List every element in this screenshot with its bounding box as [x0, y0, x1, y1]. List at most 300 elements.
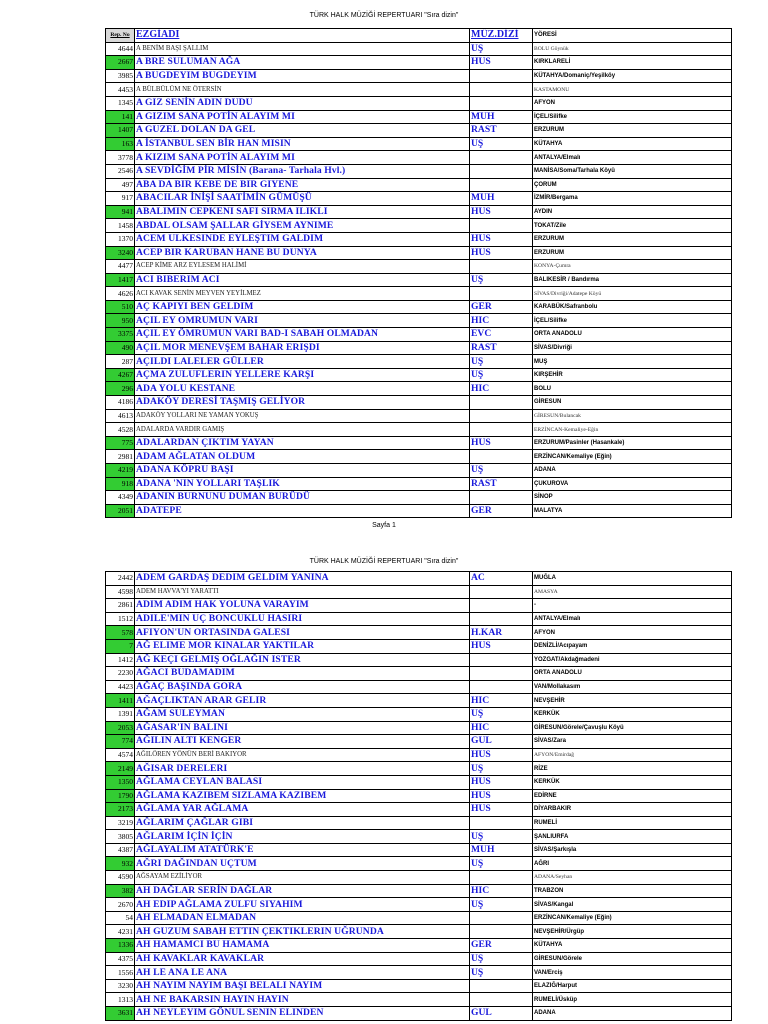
table-row [106, 721, 732, 735]
table-row [106, 205, 732, 219]
table-row [106, 694, 732, 708]
yoresi-cell: KONYA-Çumra [533, 260, 732, 274]
ezgi-name-cell: AĞILÖREN YÖNÜN BERİ BAKIYOR [135, 748, 470, 762]
ezgi-name-cell: AĞ KEÇI GELMIŞ OĞLAĞIN ISTER [135, 653, 470, 667]
muz-dizi-cell [470, 653, 533, 667]
yoresi-cell: İÇEL/Silifke [533, 314, 732, 328]
yoresi-cell: RUMELİ/Üsküp [533, 993, 732, 1007]
rep-no-cell: 950 [106, 314, 135, 328]
muz-dizi-cell: UŞ [470, 273, 533, 287]
rep-no-cell: 4219 [106, 464, 135, 478]
muz-dizi-cell: HUS [470, 205, 533, 219]
ezgi-name-cell: AĞ ELIME MOR KINALAR YAKTILAR [135, 639, 470, 653]
ezgi-name-cell: A GIZ SENİN ADIN DUDU [135, 96, 470, 110]
repertoire-table-2 [105, 571, 732, 1021]
ezgi-name-cell: A GIZIM SANA POTİN ALAYIM MI [135, 110, 470, 124]
muz-dizi-cell: RAST [470, 124, 533, 138]
page-2 [0, 556, 768, 568]
ezgi-name-cell: ADEM HAVVA'YI YARATTI [135, 585, 470, 599]
rep-no-cell: 3230 [106, 979, 135, 993]
rep-no-cell: 4453 [106, 83, 135, 97]
yoresi-cell: ÇUKUROVA [533, 477, 732, 491]
yoresi-cell: AFYON [533, 96, 732, 110]
muz-dizi-cell: GER [470, 939, 533, 953]
yoresi-cell: SİVAS/Zara [533, 735, 732, 749]
table-row [106, 599, 732, 613]
yoresi-cell: YOZGAT/Akdağmadeni [533, 653, 732, 667]
yoresi-cell: TOKAT/Zile [533, 219, 732, 233]
yoresi-cell: GİRESUN [533, 396, 732, 410]
muz-dizi-cell: GER [470, 504, 533, 518]
rep-no-cell: 4626 [106, 287, 135, 301]
table-row [106, 680, 732, 694]
ezgi-name-cell: AÇILDI LALELER GÜLLER [135, 355, 470, 369]
ezgi-name-cell: AĞILIN ALTI KENGER [135, 735, 470, 749]
ezgi-name-cell: A GUZEL DOLAN DA GEL [135, 124, 470, 138]
muz-dizi-cell: HIC [470, 382, 533, 396]
yoresi-cell: DENİZLİ/Acıpayam [533, 639, 732, 653]
muz-dizi-cell [470, 816, 533, 830]
ezgi-name-cell: ADILE'MIN UÇ BONCUKLU HASIRI [135, 612, 470, 626]
table-row [106, 287, 732, 301]
yoresi-cell: SİVAS/Şarkışla [533, 843, 732, 857]
muz-dizi-cell [470, 69, 533, 83]
ezgi-name-cell: AH KAVAKLAR KAVAKLAR [135, 952, 470, 966]
yoresi-cell: ADANA [533, 464, 732, 478]
table-row [106, 491, 732, 505]
yoresi-cell: KIRŞEHİR [533, 368, 732, 382]
muz-dizi-cell: HUS [470, 803, 533, 817]
table-row [106, 178, 732, 192]
yoresi-cell: AFYON [533, 626, 732, 640]
muz-dizi-cell: EVC [470, 328, 533, 342]
ezgi-name-cell: AĞLARIM İÇİN İÇİN [135, 830, 470, 844]
table-row [106, 56, 732, 70]
header-muz-dizi: MÜZ.DİZİ [470, 29, 533, 43]
rep-no-cell: 3985 [106, 69, 135, 83]
ezgi-name-cell: ACI KAVAK SENİN MEYVEN YEYİLMEZ [135, 287, 470, 301]
yoresi-cell: KASTAMONU [533, 83, 732, 97]
rep-no-cell: 1407 [106, 124, 135, 138]
table-row [106, 96, 732, 110]
muz-dizi-cell [470, 612, 533, 626]
ezgi-name-cell: ACEM ULKESINDE EYLEŞTIM GALDIM [135, 232, 470, 246]
table-row [106, 789, 732, 803]
muz-dizi-cell [470, 83, 533, 97]
table-row [106, 42, 732, 56]
ezgi-name-cell: ADATEPE [135, 504, 470, 518]
ezgi-name-cell: AĞSAYAM EZİLİYOR [135, 871, 470, 885]
page-1 [0, 10, 768, 22]
yoresi-cell: ERZİNCAN/Kemaliye (Eğin) [533, 450, 732, 464]
document-title-2: TÜRK HALK MÜZİĞİ REPERTUARI "Sıra dizin" [309, 558, 459, 565]
table-row [106, 314, 732, 328]
muz-dizi-cell: HUS [470, 232, 533, 246]
ezgi-name-cell: A BRE SULUMAN AĞA [135, 56, 470, 70]
yoresi-cell: KERKÜK [533, 707, 732, 721]
muz-dizi-cell [470, 219, 533, 233]
table-row [106, 871, 732, 885]
table-row [106, 192, 732, 206]
yoresi-cell: ORTA ANADOLU [533, 667, 732, 681]
rep-no-cell: 3631 [106, 1007, 135, 1021]
table-row [106, 884, 732, 898]
table-row [106, 667, 732, 681]
muz-dizi-cell [470, 599, 533, 613]
muz-dizi-cell: UŞ [470, 762, 533, 776]
yoresi-cell: SİVAS/Divriği/Adatepe Köyü [533, 287, 732, 301]
yoresi-cell: BOLU Göynük [533, 42, 732, 56]
rep-no-cell: 1336 [106, 939, 135, 953]
table-row [106, 952, 732, 966]
muz-dizi-cell: RAST [470, 341, 533, 355]
yoresi-cell: EDİRNE [533, 789, 732, 803]
rep-no-cell: 2442 [106, 572, 135, 586]
muz-dizi-cell: UŞ [470, 42, 533, 56]
repertoire-table-1 [105, 28, 732, 518]
table-row [106, 69, 732, 83]
muz-dizi-cell: GER [470, 300, 533, 314]
ezgi-name-cell: A KIZIM SANA POTİN ALAYIM MI [135, 151, 470, 165]
ezgi-name-cell: AĞISAR DERELERI [135, 762, 470, 776]
rep-no-cell: 4375 [106, 952, 135, 966]
ezgi-name-cell: ACEP BIR KARUBAN HANE BU DUNYA [135, 246, 470, 260]
table-row [106, 477, 732, 491]
ezgi-name-cell: ADANIN BURNUNU DUMAN BURÜDÜ [135, 491, 470, 505]
ezgi-name-cell: A BUGDEYIM BUGDEYIM [135, 69, 470, 83]
ezgi-name-cell: AH GUZUM SABAH ETTIN ÇEKTIKLERIN UĞRUNDA [135, 925, 470, 939]
yoresi-cell: ERZURUM [533, 246, 732, 260]
rep-no-cell: 4590 [106, 871, 135, 885]
ezgi-name-cell: ADAKÖY DERESİ TAŞMIŞ GELİYOR [135, 396, 470, 410]
table-row [106, 762, 732, 776]
yoresi-cell: BALIKESİR / Bandırma [533, 273, 732, 287]
muz-dizi-cell [470, 396, 533, 410]
rep-no-cell: 287 [106, 355, 135, 369]
muz-dizi-cell: HUS [470, 775, 533, 789]
muz-dizi-cell [470, 911, 533, 925]
table-row [106, 450, 732, 464]
ezgi-name-cell: AH ELMADAN ELMADAN [135, 911, 470, 925]
muz-dizi-cell: HIC [470, 721, 533, 735]
table-row [106, 382, 732, 396]
rep-no-cell: 918 [106, 477, 135, 491]
ezgi-name-cell: ADEM GARDAŞ DEDIM GELDIM YANINA [135, 572, 470, 586]
rep-no-cell: 296 [106, 382, 135, 396]
ezgi-name-cell: A BÜLBÜLÜM NE ÖTERSİN [135, 83, 470, 97]
table-row [106, 653, 732, 667]
ezgi-name-cell: AH NE BAKARSIN HAYIN HAYIN [135, 993, 470, 1007]
table-row [106, 396, 732, 410]
rep-no-cell: 497 [106, 178, 135, 192]
ezgi-name-cell: AÇ KAPIYI BEN GELDIM [135, 300, 470, 314]
rep-no-cell: 2149 [106, 762, 135, 776]
table-row [106, 328, 732, 342]
muz-dizi-cell: UŞ [470, 830, 533, 844]
muz-dizi-cell [470, 680, 533, 694]
rep-no-cell: 1391 [106, 707, 135, 721]
yoresi-cell: ŞANLIURFA [533, 830, 732, 844]
rep-no-cell: 578 [106, 626, 135, 640]
rep-no-cell: 2981 [106, 450, 135, 464]
yoresi-cell: SİVAS/Divriği [533, 341, 732, 355]
rep-no-cell: 3240 [106, 246, 135, 260]
muz-dizi-cell: UŞ [470, 952, 533, 966]
ezgi-name-cell: AĞAÇ BAŞINDA GORA [135, 680, 470, 694]
yoresi-cell: ANTALYA/Elmalı [533, 612, 732, 626]
ezgi-name-cell: AĞACI BUDAMADIM [135, 667, 470, 681]
ezgi-name-cell: ADALARDAN ÇIKTIM YAYAN [135, 436, 470, 450]
rep-no-cell: 2173 [106, 803, 135, 817]
yoresi-cell: SİNOP [533, 491, 732, 505]
header-ezgi-adi: EZGİADI [135, 29, 470, 43]
muz-dizi-cell: AC [470, 572, 533, 586]
rep-no-cell: 774 [106, 735, 135, 749]
rep-no-cell: 4349 [106, 491, 135, 505]
muz-dizi-cell: HUS [470, 436, 533, 450]
table-row [106, 151, 732, 165]
table-row [106, 572, 732, 586]
table-row [106, 939, 732, 953]
yoresi-cell: AMASYA [533, 585, 732, 599]
yoresi-cell: KARABÜK/Safranbolu [533, 300, 732, 314]
table-row [106, 300, 732, 314]
rep-no-cell: 3778 [106, 151, 135, 165]
yoresi-cell: İÇEL/Silifke [533, 110, 732, 124]
ezgi-name-cell: AÇIL MOR MENEVŞEM BAHAR ERIŞDI [135, 341, 470, 355]
ezgi-name-cell: AĞLAMA KAZIBEM SIZLAMA KAZIBEM [135, 789, 470, 803]
ezgi-name-cell: AÇIL EY OMRUMUN VARI [135, 314, 470, 328]
yoresi-cell: ERZURUM/Pasinler (Hasankale) [533, 436, 732, 450]
table-row [106, 409, 732, 423]
ezgi-name-cell: ACI BIBERIM ACI [135, 273, 470, 287]
ezgi-name-cell: AH EDIP AĞLAMA ZULFU SIYAHIM [135, 898, 470, 912]
rep-no-cell: 4613 [106, 409, 135, 423]
table-row [106, 219, 732, 233]
ezgi-name-cell: AÇIL EY ÖMRUMUN VARI BAD-I SABAH OLMADAN [135, 328, 470, 342]
rep-no-cell: 2051 [106, 504, 135, 518]
muz-dizi-cell [470, 925, 533, 939]
rep-no-cell: 510 [106, 300, 135, 314]
rep-no-cell: 1417 [106, 273, 135, 287]
table-row [106, 585, 732, 599]
yoresi-cell: NEVŞEHİR/Ürgüp [533, 925, 732, 939]
ezgi-name-cell: A SEVDİĞİM PİR MİSİN (Barana- Tarhala Hvl.) [135, 164, 470, 178]
table-header-row [106, 29, 732, 43]
yoresi-cell: ORTA ANADOLU [533, 328, 732, 342]
ezgi-name-cell: AĞLAMA YAR AĞLAMA [135, 803, 470, 817]
table-row [106, 898, 732, 912]
rep-no-cell: 2053 [106, 721, 135, 735]
yoresi-cell: İZMİR/Bergama [533, 192, 732, 206]
ezgi-name-cell: ABA DA BIR KEBE DE BIR GIYENE [135, 178, 470, 192]
muz-dizi-cell [470, 151, 533, 165]
ezgi-name-cell: AĞAÇLIKTAN ARAR GELIR [135, 694, 470, 708]
rep-no-cell: 4528 [106, 423, 135, 437]
table-row [106, 748, 732, 762]
muz-dizi-cell: HUS [470, 789, 533, 803]
rep-no-cell: 1370 [106, 232, 135, 246]
table-row [106, 83, 732, 97]
yoresi-cell: VAN/Mollakasım [533, 680, 732, 694]
rep-no-cell: 2670 [106, 898, 135, 912]
rep-no-cell: 1412 [106, 653, 135, 667]
yoresi-cell: KÜTAHYA/Domaniç/Yeşilköy [533, 69, 732, 83]
muz-dizi-cell [470, 178, 533, 192]
table-row [106, 626, 732, 640]
yoresi-cell: GİRESUN/Görele/Çavuşlu Köyü [533, 721, 732, 735]
yoresi-cell: - [533, 599, 732, 613]
yoresi-cell: AYDIN [533, 205, 732, 219]
rep-no-cell: 163 [106, 137, 135, 151]
yoresi-cell: NEVŞEHİR [533, 694, 732, 708]
muz-dizi-cell [470, 409, 533, 423]
ezgi-name-cell: AH NEYLEYIM GÖNUL SENIN ELINDEN [135, 1007, 470, 1021]
ezgi-name-cell: AH LE ANA LE ANA [135, 966, 470, 980]
muz-dizi-cell: MUH [470, 843, 533, 857]
ezgi-name-cell: ACEP KİME ARZ EYLESEM HALİMİ [135, 260, 470, 274]
ezgi-name-cell: ADAM AĞLATAN OLDUM [135, 450, 470, 464]
yoresi-cell: ERZURUM [533, 232, 732, 246]
yoresi-cell: ANTALYA/Elmalı [533, 151, 732, 165]
table-row [106, 803, 732, 817]
muz-dizi-cell [470, 260, 533, 274]
ezgi-name-cell: AH DAĞLAR SERİN DAĞLAR [135, 884, 470, 898]
muz-dizi-cell: GUL [470, 1007, 533, 1021]
rep-no-cell: 1458 [106, 219, 135, 233]
muz-dizi-cell: HUS [470, 639, 533, 653]
rep-no-cell: 2230 [106, 667, 135, 681]
yoresi-cell: ERZİNCAN/Kemaliye (Eğin) [533, 911, 732, 925]
rep-no-cell: 7 [106, 639, 135, 653]
muz-dizi-cell: MUH [470, 110, 533, 124]
ezgi-name-cell: AĞLARIM ÇAĞLAR GIBI [135, 816, 470, 830]
rep-no-cell: 2546 [106, 164, 135, 178]
rep-no-cell: 3219 [106, 816, 135, 830]
table-row [106, 260, 732, 274]
muz-dizi-cell: MUH [470, 192, 533, 206]
muz-dizi-cell: HUS [470, 246, 533, 260]
yoresi-cell: BOLU [533, 382, 732, 396]
yoresi-cell: ÇORUM [533, 178, 732, 192]
muz-dizi-cell [470, 979, 533, 993]
muz-dizi-cell: UŞ [470, 898, 533, 912]
ezgi-name-cell: ABALIMIN CEPKENI SAFI SIRMA ILIKLI [135, 205, 470, 219]
yoresi-cell: RUMELİ [533, 816, 732, 830]
rep-no-cell: 54 [106, 911, 135, 925]
muz-dizi-cell [470, 450, 533, 464]
yoresi-cell: ADANA [533, 1007, 732, 1021]
yoresi-cell: KÜTAHYA [533, 137, 732, 151]
muz-dizi-cell [470, 993, 533, 1007]
header-rep-no: Rep. No [106, 29, 135, 43]
table-row [106, 857, 732, 871]
yoresi-cell: VAN/Erciş [533, 966, 732, 980]
muz-dizi-cell: UŞ [470, 355, 533, 369]
table-row [106, 911, 732, 925]
table-row [106, 246, 732, 260]
rep-no-cell: 4387 [106, 843, 135, 857]
table-row [106, 232, 732, 246]
muz-dizi-cell [470, 96, 533, 110]
ezgi-name-cell: ADANA KÖPRU BAŞI [135, 464, 470, 478]
muz-dizi-cell [470, 164, 533, 178]
yoresi-cell: ERZİNCAN-Kemaliye-Eğin [533, 423, 732, 437]
table-row [106, 124, 732, 138]
yoresi-cell: DİYARBAKIR [533, 803, 732, 817]
muz-dizi-cell: HUS [470, 56, 533, 70]
ezgi-name-cell: A İSTANBUL SEN BİR HAN MISIN [135, 137, 470, 151]
muz-dizi-cell: UŞ [470, 137, 533, 151]
table-row [106, 110, 732, 124]
table-row [106, 1007, 732, 1021]
rep-no-cell: 4574 [106, 748, 135, 762]
yoresi-cell: TRABZON [533, 884, 732, 898]
rep-no-cell: 1345 [106, 96, 135, 110]
header-yoresi: YÖRESİ [533, 29, 732, 43]
muz-dizi-cell [470, 667, 533, 681]
rep-no-cell: 4598 [106, 585, 135, 599]
muz-dizi-cell: UŞ [470, 707, 533, 721]
yoresi-cell: RİZE [533, 762, 732, 776]
muz-dizi-cell: HIC [470, 694, 533, 708]
table-row [106, 816, 732, 830]
rep-no-cell: 1313 [106, 993, 135, 1007]
table-row [106, 925, 732, 939]
ezgi-name-cell: AĞAM SULEYMAN [135, 707, 470, 721]
ezgi-name-cell: ABDAL OLSAM ŞALLAR GİYSEM AYNIME [135, 219, 470, 233]
table-row [106, 830, 732, 844]
rep-no-cell: 941 [106, 205, 135, 219]
yoresi-cell: KERKÜK [533, 775, 732, 789]
muz-dizi-cell [470, 287, 533, 301]
ezgi-name-cell: A BENİM BAŞI ŞALLIM [135, 42, 470, 56]
rep-no-cell: 1556 [106, 966, 135, 980]
muz-dizi-cell: H.KAR [470, 626, 533, 640]
muz-dizi-cell [470, 491, 533, 505]
yoresi-cell: AĞRI [533, 857, 732, 871]
table-row [106, 464, 732, 478]
table-row [106, 436, 732, 450]
table-row [106, 775, 732, 789]
table-row [106, 164, 732, 178]
ezgi-name-cell: ADAKÖY YOLLARI NE YAMAN YOKUŞ [135, 409, 470, 423]
yoresi-cell: ELAZIĞ/Harput [533, 979, 732, 993]
rep-no-cell: 4267 [106, 368, 135, 382]
yoresi-cell: MUĞLA [533, 572, 732, 586]
ezgi-name-cell: ADANA 'NIN YOLLARI TAŞLIK [135, 477, 470, 491]
ezgi-name-cell: ADA YOLU KESTANE [135, 382, 470, 396]
rep-no-cell: 4231 [106, 925, 135, 939]
ezgi-name-cell: AĞLAMA CEYLAN BALASI [135, 775, 470, 789]
muz-dizi-cell: UŞ [470, 857, 533, 871]
rep-no-cell: 490 [106, 341, 135, 355]
rep-no-cell: 917 [106, 192, 135, 206]
yoresi-cell: KIRKLARELİ [533, 56, 732, 70]
rep-no-cell: 932 [106, 857, 135, 871]
rep-no-cell: 3805 [106, 830, 135, 844]
table-row [106, 843, 732, 857]
muz-dizi-cell: HIC [470, 314, 533, 328]
rep-no-cell: 2667 [106, 56, 135, 70]
rep-no-cell: 3375 [106, 328, 135, 342]
table-row [106, 341, 732, 355]
yoresi-cell: AFYON/Emirdağ [533, 748, 732, 762]
rep-no-cell: 1350 [106, 775, 135, 789]
rep-no-cell: 4423 [106, 680, 135, 694]
yoresi-cell: ADANA/Seyhan [533, 871, 732, 885]
yoresi-cell: ERZURUM [533, 124, 732, 138]
